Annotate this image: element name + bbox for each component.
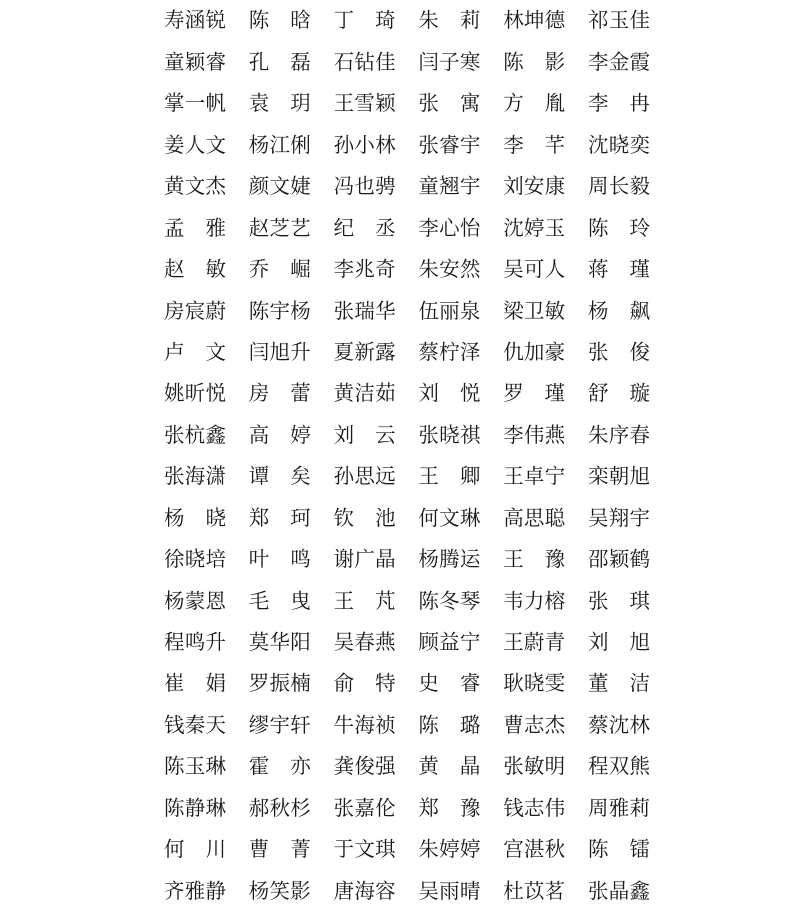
person-name: 莫华阳 [248,630,311,655]
person-name: 曹志杰 [503,712,566,737]
person-name: 郝秋杉 [248,795,311,820]
person-name: 郑 豫 [418,795,481,820]
person-name: 周长毅 [587,174,650,199]
person-name: 掌一帆 [164,91,226,116]
person-name: 蔡柠泽 [418,339,481,364]
person-name: 陈 晗 [248,8,311,33]
person-name: 陈 镭 [587,837,650,862]
person-name: 沈婷玉 [503,215,566,240]
person-name: 朱 莉 [418,8,481,33]
person-name: 姚昕悦 [164,381,226,406]
person-name: 吴可人 [503,257,566,282]
person-name: 李心怡 [418,215,481,240]
name-row [164,414,664,455]
person-name: 史 睿 [418,671,481,696]
person-name: 王雪颖 [333,91,396,116]
person-name: 韦力榕 [503,588,566,613]
person-name: 颜文婕 [248,174,311,199]
person-name: 王 卿 [418,464,481,489]
person-name: 王卓宁 [503,464,566,489]
person-name: 张杭鑫 [164,422,226,447]
person-name: 刘 云 [333,422,396,447]
name-row [164,207,664,248]
person-name: 张 俊 [587,339,650,364]
person-name: 曹 菁 [248,837,311,862]
name-row [164,497,664,538]
person-name: 陈 璐 [418,712,481,737]
person-name: 石钻佳 [333,49,396,74]
person-name: 栾朝旭 [587,464,650,489]
person-name: 俞 特 [333,671,396,696]
person-name: 王蔚青 [503,630,566,655]
person-name: 纪 丞 [333,215,396,240]
person-name: 李金霞 [587,49,650,74]
name-row [164,249,664,290]
person-name: 寿涵锐 [164,8,226,33]
person-name: 钱志伟 [503,795,566,820]
person-name: 李伟燕 [503,422,566,447]
person-name: 林坤德 [503,8,566,33]
person-name: 袁 玥 [248,91,311,116]
person-name: 孟 雅 [164,215,226,240]
person-name: 张 琪 [587,588,650,613]
name-row [164,456,664,497]
person-name: 孙思远 [333,464,396,489]
person-name: 缪宇轩 [248,712,311,737]
name-row [164,124,664,165]
name-row [164,332,664,373]
person-name: 邵颖鹤 [587,547,650,572]
person-name: 李兆奇 [333,257,396,282]
person-name: 罗 瑾 [503,381,566,406]
person-name: 杜苡茗 [503,878,566,903]
person-name: 宫湛秋 [503,837,566,862]
person-name: 张睿宇 [418,132,481,157]
person-name: 伍丽泉 [418,298,481,323]
name-row [164,787,664,828]
person-name: 赵芝艺 [248,215,311,240]
person-name: 谭 矣 [248,464,311,489]
name-row [164,166,664,207]
person-name: 张 寓 [418,91,481,116]
name-row [164,290,664,331]
person-name: 吴春燕 [333,630,396,655]
person-name: 朱婷婷 [418,837,481,862]
person-name: 张海潇 [164,464,226,489]
name-row [164,622,664,663]
person-name: 蒋 瑾 [587,257,650,282]
person-name: 周雅莉 [587,795,650,820]
person-name: 董 洁 [587,671,650,696]
person-name: 何 川 [164,837,226,862]
person-name: 杨蒙恩 [164,588,226,613]
person-name: 杨 晓 [164,505,226,530]
person-name: 房 蕾 [248,381,311,406]
person-name: 方 胤 [503,91,566,116]
person-name: 于文琪 [333,837,396,862]
person-name: 陈冬琴 [418,588,481,613]
name-row [164,539,664,580]
person-name: 孙小林 [333,132,396,157]
person-name: 沈晓奕 [587,132,650,157]
person-name: 李 芊 [503,132,566,157]
person-name: 毛 曳 [248,588,311,613]
person-name: 何文琳 [418,505,481,530]
person-name: 黄洁茹 [333,381,396,406]
name-row [164,41,664,82]
person-name: 朱安然 [418,257,481,282]
person-name: 钱秦天 [164,712,226,737]
person-name: 童颖睿 [164,49,226,74]
person-name: 李 冉 [587,91,650,116]
person-name: 闫子寒 [418,49,481,74]
person-name: 陈宇杨 [248,298,311,323]
person-name: 赵 敏 [164,257,226,282]
person-name: 黄 晶 [418,754,481,779]
person-name: 冯也骋 [333,174,396,199]
person-name: 黄文杰 [164,174,226,199]
person-name: 童翘宇 [418,174,481,199]
person-name: 祁玉佳 [587,8,650,33]
person-name: 刘 旭 [587,630,650,655]
person-name: 刘 悦 [418,381,481,406]
person-name: 张晓祺 [418,422,481,447]
name-row [164,829,664,870]
name-row [164,870,664,911]
person-name: 孔 磊 [248,49,311,74]
person-name: 张敏明 [503,754,566,779]
person-name: 舒 璇 [587,381,650,406]
person-name: 牛海祯 [333,712,396,737]
person-name: 乔 崛 [248,257,311,282]
person-name: 闫旭升 [248,339,311,364]
person-name: 房宸蔚 [164,298,226,323]
person-name: 蔡沈林 [587,712,650,737]
person-name: 张瑞华 [333,298,396,323]
person-name: 王 芃 [333,588,396,613]
person-name: 陈静琳 [164,795,226,820]
person-name: 郑 珂 [248,505,311,530]
person-name: 陈 玲 [587,215,650,240]
name-row [164,704,664,745]
person-name: 吴雨晴 [418,878,481,903]
person-name: 顾益宁 [418,630,481,655]
person-name: 仇加豪 [503,339,566,364]
person-name: 高 婷 [248,422,311,447]
person-name: 崔 娟 [164,671,226,696]
person-name: 张晶鑫 [587,878,650,903]
person-name: 叶 鸣 [248,547,311,572]
person-name: 杨江俐 [248,132,311,157]
name-list [164,0,664,912]
name-row [164,663,664,704]
person-name: 杨腾运 [418,547,481,572]
person-name: 梁卫敏 [503,298,566,323]
person-name: 陈 影 [503,49,566,74]
person-name: 夏新露 [333,339,396,364]
person-name: 姜人文 [164,132,226,157]
person-name: 吴翔宇 [587,505,650,530]
person-name: 罗振楠 [248,671,311,696]
name-row [164,373,664,414]
person-name: 龚俊强 [333,754,396,779]
person-name: 徐晓培 [164,547,226,572]
person-name: 陈玉琳 [164,754,226,779]
person-name: 程鸣升 [164,630,226,655]
person-name: 唐海容 [333,878,396,903]
name-row [164,580,664,621]
person-name: 霍 亦 [248,754,311,779]
person-name: 王 豫 [503,547,566,572]
person-name: 卢 文 [164,339,226,364]
person-name: 杨 飙 [587,298,650,323]
person-name: 谢广晶 [333,547,396,572]
name-row [164,0,664,41]
person-name: 张嘉伦 [333,795,396,820]
name-row [164,83,664,124]
person-name: 耿晓雯 [503,671,566,696]
person-name: 杨笑影 [248,878,311,903]
person-name: 朱序春 [587,422,650,447]
person-name: 程双熊 [587,754,650,779]
person-name: 高思聪 [503,505,566,530]
name-row [164,746,664,787]
person-name: 钦 池 [333,505,396,530]
person-name: 刘安康 [503,174,566,199]
person-name: 齐雅静 [164,878,226,903]
person-name: 丁 琦 [333,8,396,33]
